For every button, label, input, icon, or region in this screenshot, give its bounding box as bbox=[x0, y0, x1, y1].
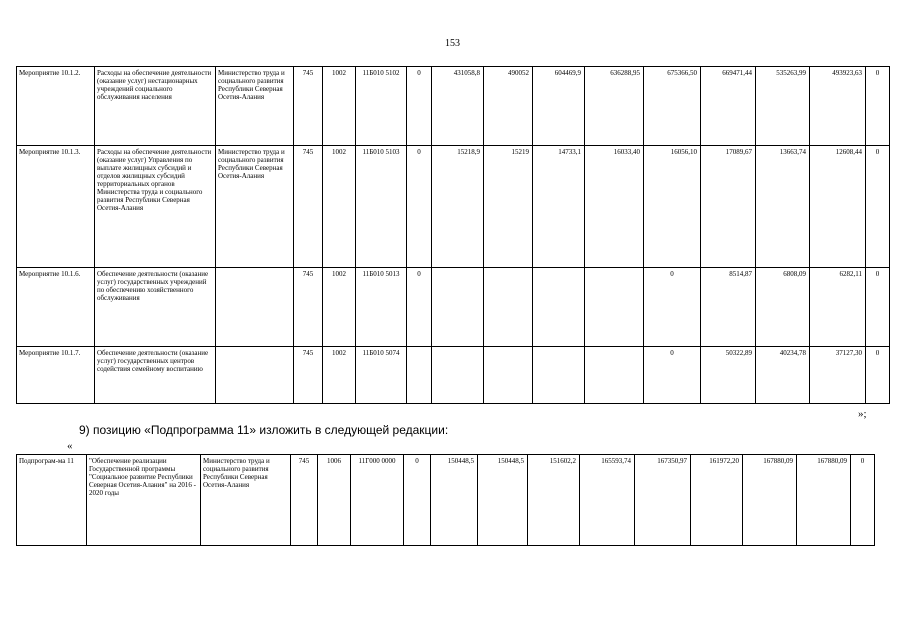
amount-cell: 535263,99 bbox=[756, 67, 810, 146]
vr-code: 0 bbox=[404, 455, 431, 546]
rzpr-code: 1002 bbox=[323, 67, 356, 146]
amount-cell: 6808,09 bbox=[756, 268, 810, 347]
amount-cell bbox=[432, 347, 484, 404]
amount-cell bbox=[484, 347, 533, 404]
amount-cell: 0 bbox=[866, 268, 890, 347]
amount-cell: 6282,11 bbox=[810, 268, 866, 347]
amount-cell: 16033,40 bbox=[585, 146, 644, 268]
amount-cell: 669471,44 bbox=[701, 67, 756, 146]
amount-cell: 0 bbox=[866, 67, 890, 146]
amount-cell: 16056,10 bbox=[644, 146, 701, 268]
amount-cell: 675366,50 bbox=[644, 67, 701, 146]
grbs-code: 745 bbox=[294, 268, 323, 347]
responsible-executor: Министерство труда и социального развития Республики Северная Осетия-Алания bbox=[216, 67, 294, 146]
csr-code: 11Б010 5103 bbox=[356, 146, 407, 268]
amount-cell: 15219 bbox=[484, 146, 533, 268]
responsible-executor bbox=[216, 268, 294, 347]
amount-cell: 167880,09 bbox=[743, 455, 797, 546]
responsible-executor bbox=[216, 347, 294, 404]
table-row bbox=[17, 455, 875, 546]
event-number: Мероприятие 10.1.7. bbox=[17, 347, 95, 404]
page-number: 153 bbox=[445, 38, 460, 49]
table-row bbox=[17, 146, 890, 268]
subprogram-table bbox=[16, 454, 875, 546]
amount-cell: 15218,9 bbox=[432, 146, 484, 268]
amount-cell: 431058,8 bbox=[432, 67, 484, 146]
responsible-executor: Министерство труда и социального развития Республики Северная Осетия-Алания bbox=[216, 146, 294, 268]
amount-cell: 37127,30 bbox=[810, 347, 866, 404]
amount-cell: 40234,78 bbox=[756, 347, 810, 404]
amount-cell: 0 bbox=[851, 455, 875, 546]
grbs-code: 745 bbox=[291, 455, 318, 546]
event-description: Расходы на обеспечение деятельности (оказание услуг) нестационарных учреждений социального обслуживания населения bbox=[95, 67, 216, 146]
vr-code: 0 bbox=[407, 146, 432, 268]
subprogram-description: "Обеспечение реализации Государственной программы "Социальное развитие Республики Северная Осетия-Алания" на 2016 - 2020 годы bbox=[87, 455, 201, 546]
amount-cell bbox=[533, 347, 585, 404]
amount-cell: 14733,1 bbox=[533, 146, 585, 268]
amount-cell: 167880,09 bbox=[797, 455, 851, 546]
amendment-instruction: 9) позицию «Подпрограмма 11» изложить в следующей редакции: bbox=[79, 423, 449, 437]
amount-cell: 8514,87 bbox=[701, 268, 756, 347]
csr-code: 11Г000 0000 bbox=[351, 455, 404, 546]
rzpr-code: 1002 bbox=[323, 146, 356, 268]
opening-quote: « bbox=[67, 440, 73, 452]
closing-quote: »; bbox=[858, 408, 867, 420]
amount-cell: 0 bbox=[644, 268, 701, 347]
event-description: Расходы на обеспечение деятельности (оказание услуг) Управления по выплате жилищных субсидий и отделов жилищных субсидий территориальных органов Министерства труда и социального развития Республики Северная Осетия-Алания bbox=[95, 146, 216, 268]
amount-cell: 493923,63 bbox=[810, 67, 866, 146]
amount-cell bbox=[432, 268, 484, 347]
amount-cell: 0 bbox=[644, 347, 701, 404]
amount-cell: 151602,2 bbox=[528, 455, 580, 546]
event-description: Обеспечение деятельности (оказание услуг) государственных учреждений по обеспечению хозяйственного обслуживания bbox=[95, 268, 216, 347]
vr-code: 0 bbox=[407, 67, 432, 146]
amount-cell bbox=[585, 347, 644, 404]
event-number: Мероприятие 10.1.3. bbox=[17, 146, 95, 268]
amount-cell: 150448,5 bbox=[478, 455, 528, 546]
table-row bbox=[17, 347, 890, 404]
table-row bbox=[17, 67, 890, 146]
grbs-code: 745 bbox=[294, 67, 323, 146]
event-number: Мероприятие 10.1.6. bbox=[17, 268, 95, 347]
amount-cell: 167350,97 bbox=[635, 455, 691, 546]
responsible-executor: Министерство труда и социального развития Республики Северная Осетия-Алания bbox=[201, 455, 291, 546]
amount-cell bbox=[533, 268, 585, 347]
amount-cell: 165593,74 bbox=[580, 455, 635, 546]
rzpr-code: 1002 bbox=[323, 268, 356, 347]
amount-cell bbox=[484, 268, 533, 347]
csr-code: 11Б010 5013 bbox=[356, 268, 407, 347]
event-number: Мероприятие 10.1.2. bbox=[17, 67, 95, 146]
table-row bbox=[17, 268, 890, 347]
vr-code bbox=[407, 347, 432, 404]
amount-cell: 50322,89 bbox=[701, 347, 756, 404]
amount-cell: 150448,5 bbox=[431, 455, 478, 546]
amount-cell: 12608,44 bbox=[810, 146, 866, 268]
amount-cell: 161972,20 bbox=[691, 455, 743, 546]
program-events-table bbox=[16, 66, 890, 404]
event-description: Обеспечение деятельности (оказание услуг) государственных центров содействия семейному воспитанию bbox=[95, 347, 216, 404]
amount-cell: 604469,9 bbox=[533, 67, 585, 146]
amount-cell: 636288,95 bbox=[585, 67, 644, 146]
amount-cell bbox=[585, 268, 644, 347]
vr-code: 0 bbox=[407, 268, 432, 347]
amount-cell: 490052 bbox=[484, 67, 533, 146]
amount-cell: 0 bbox=[866, 347, 890, 404]
amount-cell: 17089,67 bbox=[701, 146, 756, 268]
grbs-code: 745 bbox=[294, 146, 323, 268]
rzpr-code: 1006 bbox=[318, 455, 351, 546]
csr-code: 11Б010 5102 bbox=[356, 67, 407, 146]
csr-code: 11Б010 5074 bbox=[356, 347, 407, 404]
rzpr-code: 1002 bbox=[323, 347, 356, 404]
amount-cell: 13663,74 bbox=[756, 146, 810, 268]
amount-cell: 0 bbox=[866, 146, 890, 268]
subprogram-number: Подпрограм-ма 11 bbox=[17, 455, 87, 546]
grbs-code: 745 bbox=[294, 347, 323, 404]
